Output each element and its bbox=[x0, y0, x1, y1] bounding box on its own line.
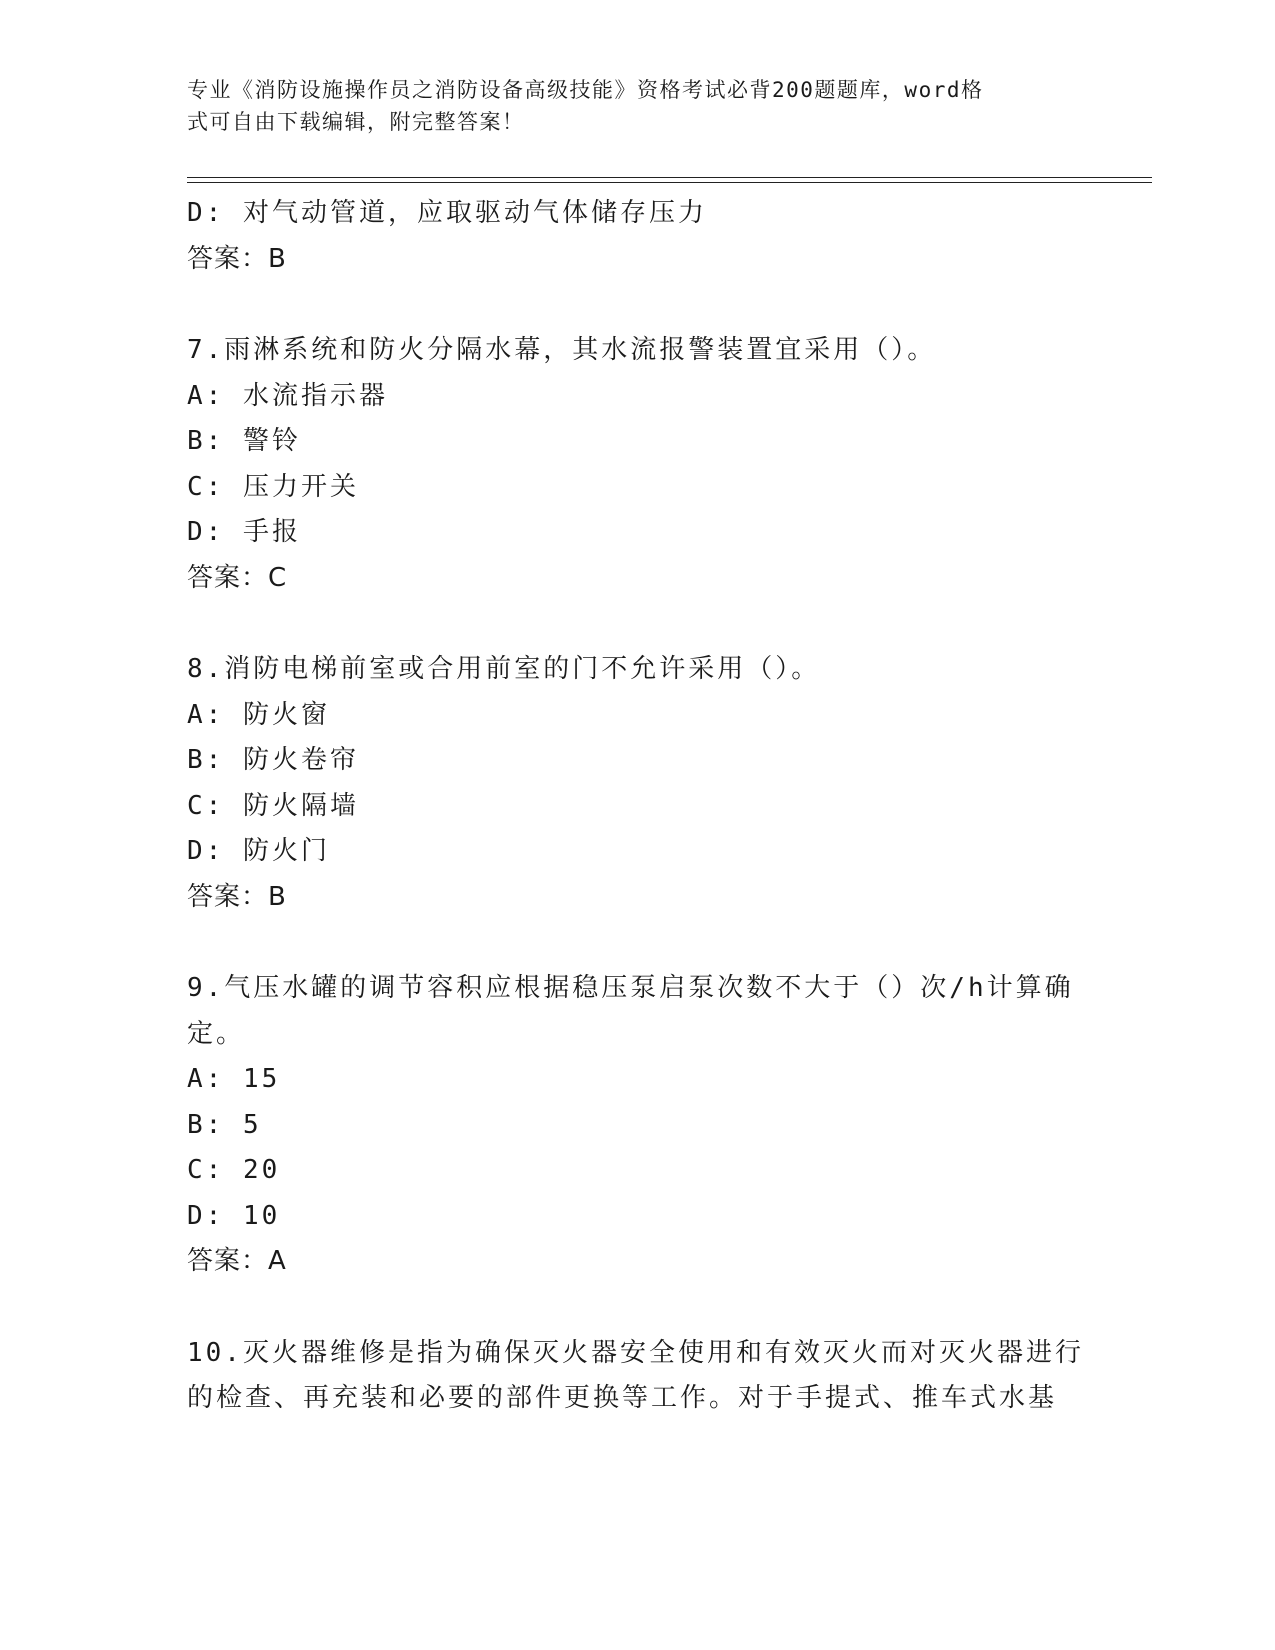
option-a: A: 水流指示器 bbox=[187, 380, 388, 411]
question-6-tail bbox=[187, 191, 1087, 282]
option-a: A: 防火窗 bbox=[187, 699, 330, 730]
option-c: C: 20 bbox=[187, 1155, 281, 1185]
document-header bbox=[187, 74, 1067, 138]
question-text-line-1: 9.气压水罐的调节容积应根据稳压泵启泵次数不大于（）次/h计算确 bbox=[187, 973, 1074, 1003]
question-text: 8.消防电梯前室或合用前室的门不允许采用（）。 bbox=[187, 654, 821, 684]
header-line-1: 专业《消防设施操作员之消防设备高级技能》资格考试必背200题题库，word格 bbox=[187, 78, 984, 102]
option-b: B: 防火卷帘 bbox=[187, 745, 359, 775]
answer: 答案：A bbox=[187, 1246, 287, 1276]
option-d: D: 对气动管道，应取驱动气体储存压力 bbox=[187, 198, 707, 228]
question-text: 7.雨淋系统和防火分隔水幕，其水流报警装置宜采用（）。 bbox=[187, 335, 937, 365]
question-9 bbox=[187, 966, 1087, 1285]
question-text-line-2: 的检查、再充装和必要的部件更换等工作。对于手提式、推车式水基 bbox=[187, 1383, 1058, 1413]
answer: 答案：C bbox=[187, 562, 288, 593]
header-rule-bottom bbox=[187, 182, 1152, 183]
option-d: D: 防火门 bbox=[187, 836, 330, 866]
option-a: A: 15 bbox=[187, 1064, 281, 1094]
answer: 答案：B bbox=[187, 881, 287, 912]
answer: 答案：B bbox=[187, 243, 287, 274]
question-text-line-2: 定。 bbox=[187, 1018, 246, 1049]
header-rule-top bbox=[187, 177, 1152, 178]
option-d: D: 10 bbox=[187, 1200, 281, 1231]
question-7 bbox=[187, 328, 1087, 601]
option-b: B: 警铃 bbox=[187, 426, 301, 456]
option-c: C: 防火隔墙 bbox=[187, 790, 359, 821]
spacer bbox=[187, 920, 1087, 966]
option-c: C: 压力开关 bbox=[187, 471, 359, 502]
header-line-2: 式可自由下载编辑，附完整答案！ bbox=[187, 110, 525, 134]
spacer bbox=[187, 601, 1087, 647]
option-b: B: 5 bbox=[187, 1109, 262, 1140]
document-body bbox=[187, 191, 1087, 1422]
question-text-line-1: 10.灭火器维修是指为确保灭火器安全使用和有效灭火而对灭火器进行 bbox=[187, 1337, 1084, 1368]
spacer bbox=[187, 1285, 1087, 1331]
spacer bbox=[187, 282, 1087, 328]
question-8 bbox=[187, 647, 1087, 920]
option-d: D: 手报 bbox=[187, 517, 301, 547]
question-10 bbox=[187, 1331, 1087, 1422]
